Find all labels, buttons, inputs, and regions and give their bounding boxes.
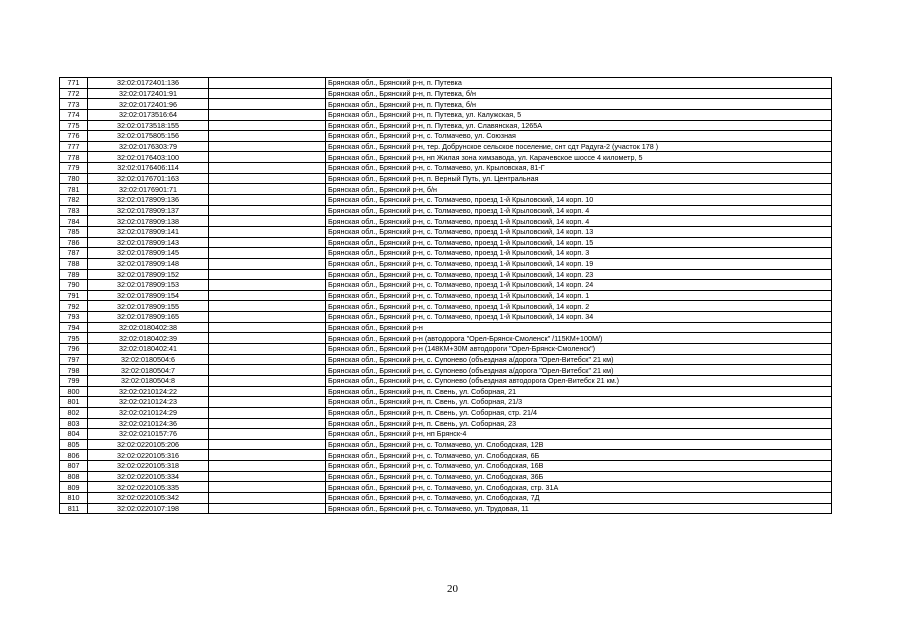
- empty-cell: [209, 397, 326, 408]
- address-cell: Брянская обл., Брянский р-н, с. Толмачево, проезд 1-й Крыловский, 14 корп. 19: [326, 258, 832, 269]
- address-cell: Брянская обл., Брянский р-н, п. Путевка, ул. Калужская, 5: [326, 109, 832, 120]
- address-cell: Брянская обл., Брянский р-н, с. Толмачево, ул. Слободская, стр. 31А: [326, 482, 832, 493]
- cadastral-number-cell: 32:02:0178909:145: [88, 248, 209, 259]
- row-number-cell: 775: [60, 120, 88, 131]
- table-row: [60, 152, 832, 163]
- empty-cell: [209, 152, 326, 163]
- cadastral-number-cell: 32:02:0173516:64: [88, 109, 209, 120]
- empty-cell: [209, 333, 326, 344]
- address-cell: Брянская обл., Брянский р-н, б/н: [326, 184, 832, 195]
- address-cell: Брянская обл., Брянский р-н, с. Толмачево, проезд 1-й Крыловский, 14 корп. 15: [326, 237, 832, 248]
- table-row: [60, 163, 832, 174]
- cadastral-number-cell: 32:02:0178909:148: [88, 258, 209, 269]
- empty-cell: [209, 163, 326, 174]
- cadastral-number-cell: 32:02:0220105:335: [88, 482, 209, 493]
- table-row: [60, 280, 832, 291]
- empty-cell: [209, 429, 326, 440]
- address-cell: Брянская обл., Брянский р-н: [326, 322, 832, 333]
- address-cell: Брянская обл., Брянский р-н, с. Толмачево, ул. Слободская, 6Б: [326, 450, 832, 461]
- row-number-cell: 799: [60, 375, 88, 386]
- table-row: [60, 471, 832, 482]
- address-cell: Брянская обл., Брянский р-н (148КМ+30М автодороги "Орел-Брянск-Смоленск"): [326, 344, 832, 355]
- row-number-cell: 793: [60, 312, 88, 323]
- cadastral-number-cell: 32:02:0172401:136: [88, 78, 209, 89]
- address-cell: Брянская обл., Брянский р-н, с. Толмачево, проезд 1-й Крыловский, 14 корп. 2: [326, 301, 832, 312]
- table-row: [60, 322, 832, 333]
- address-cell: Брянская обл., Брянский р-н, п. Путевка, б/н: [326, 88, 832, 99]
- cadastral-number-cell: 32:02:0176303:79: [88, 141, 209, 152]
- address-cell: Брянская обл., Брянский р-н, с. Толмачево, ул. Слободская, 12В: [326, 439, 832, 450]
- cadastral-number-cell: 32:02:0210124:36: [88, 418, 209, 429]
- row-number-cell: 771: [60, 78, 88, 89]
- table-row: [60, 429, 832, 440]
- cadastral-number-cell: 32:02:0180504:8: [88, 375, 209, 386]
- row-number-cell: 780: [60, 173, 88, 184]
- empty-cell: [209, 322, 326, 333]
- row-number-cell: 808: [60, 471, 88, 482]
- cadastral-number-cell: 32:02:0210124:23: [88, 397, 209, 408]
- row-number-cell: 783: [60, 205, 88, 216]
- table-row: [60, 290, 832, 301]
- row-number-cell: 802: [60, 407, 88, 418]
- address-cell: Брянская обл., Брянский р-н, с. Толмачево, ул. Трудовая, 11: [326, 503, 832, 514]
- row-number-cell: 797: [60, 354, 88, 365]
- table-row: [60, 269, 832, 280]
- table-row: [60, 407, 832, 418]
- empty-cell: [209, 482, 326, 493]
- table-row: [60, 226, 832, 237]
- empty-cell: [209, 226, 326, 237]
- empty-cell: [209, 290, 326, 301]
- empty-cell: [209, 131, 326, 142]
- cadastral-number-cell: 32:02:0210124:22: [88, 386, 209, 397]
- address-cell: Брянская обл., Брянский р-н, п. Свень, ул. Соборная, 21: [326, 386, 832, 397]
- table-row: [60, 450, 832, 461]
- address-cell: Брянская обл., Брянский р-н, п. Путевка, ул. Славянская, 1265А: [326, 120, 832, 131]
- address-cell: Брянская обл., Брянский р-н, с. Толмачево, ул. Слободская, 7Д: [326, 492, 832, 503]
- row-number-cell: 787: [60, 248, 88, 259]
- cadastral-number-cell: 32:02:0178909:136: [88, 195, 209, 206]
- cadastral-number-cell: 32:02:0175805:156: [88, 131, 209, 142]
- table-row: [60, 173, 832, 184]
- address-cell: Брянская обл., Брянский р-н, с. Толмачево, проезд 1-й Крыловский, 14 корп. 4: [326, 216, 832, 227]
- empty-cell: [209, 471, 326, 482]
- table-row: [60, 301, 832, 312]
- empty-cell: [209, 195, 326, 206]
- row-number-cell: 774: [60, 109, 88, 120]
- empty-cell: [209, 184, 326, 195]
- address-cell: Брянская обл., Брянский р-н, с. Толмачево, проезд 1-й Крыловский, 14 корп. 13: [326, 226, 832, 237]
- address-cell: Брянская обл., Брянский р-н, нп Брянск-4: [326, 429, 832, 440]
- address-cell: Брянская обл., Брянский р-н, п. Верный Путь, ул. Центральная: [326, 173, 832, 184]
- empty-cell: [209, 173, 326, 184]
- cadastral-number-cell: 32:02:0178909:155: [88, 301, 209, 312]
- row-number-cell: 790: [60, 280, 88, 291]
- row-number-cell: 794: [60, 322, 88, 333]
- row-number-cell: 772: [60, 88, 88, 99]
- empty-cell: [209, 407, 326, 418]
- row-number-cell: 800: [60, 386, 88, 397]
- empty-cell: [209, 386, 326, 397]
- address-cell: Брянская обл., Брянский р-н, с. Толмачево, проезд 1-й Крыловский, 14 корп. 10: [326, 195, 832, 206]
- address-cell: Брянская обл., Брянский р-н, с. Супонево (объездная а/дорога "Орел-Витебск" 21 км): [326, 365, 832, 376]
- table-row: [60, 492, 832, 503]
- empty-cell: [209, 205, 326, 216]
- table-row: [60, 88, 832, 99]
- empty-cell: [209, 78, 326, 89]
- address-cell: Брянская обл., Брянский р-н, с. Толмачево, проезд 1-й Крыловский, 14 корп. 1: [326, 290, 832, 301]
- cadastral-number-cell: 32:02:0220105:334: [88, 471, 209, 482]
- table-row: [60, 141, 832, 152]
- cadastral-number-cell: 32:02:0220105:318: [88, 461, 209, 472]
- row-number-cell: 786: [60, 237, 88, 248]
- address-cell: Брянская обл., Брянский р-н, с. Толмачево, проезд 1-й Крыловский, 14 корп. 4: [326, 205, 832, 216]
- row-number-cell: 784: [60, 216, 88, 227]
- table-row: [60, 78, 832, 89]
- address-cell: Брянская обл., Брянский р-н, с. Супонево (объездная автодорога Орел-Витебск 21 км.): [326, 375, 832, 386]
- cadastral-number-cell: 32:02:0176406:114: [88, 163, 209, 174]
- cadastral-number-cell: 32:02:0176701:163: [88, 173, 209, 184]
- empty-cell: [209, 450, 326, 461]
- empty-cell: [209, 492, 326, 503]
- table-row: [60, 482, 832, 493]
- address-cell: Брянская обл., Брянский р-н, с. Толмачево, ул. Союзная: [326, 131, 832, 142]
- cadastral-number-cell: 32:02:0220105:206: [88, 439, 209, 450]
- empty-cell: [209, 365, 326, 376]
- table-row: [60, 439, 832, 450]
- cadastral-number-cell: 32:02:0173518:155: [88, 120, 209, 131]
- cadastral-number-cell: 32:02:0180504:7: [88, 365, 209, 376]
- registry-table: [59, 77, 832, 514]
- empty-cell: [209, 418, 326, 429]
- table-row: [60, 418, 832, 429]
- row-number-cell: 807: [60, 461, 88, 472]
- row-number-cell: 788: [60, 258, 88, 269]
- empty-cell: [209, 141, 326, 152]
- row-number-cell: 782: [60, 195, 88, 206]
- table-row: [60, 195, 832, 206]
- empty-cell: [209, 99, 326, 110]
- empty-cell: [209, 88, 326, 99]
- address-cell: Брянская обл., Брянский р-н, п. Путевка: [326, 78, 832, 89]
- address-cell: Брянская обл., Брянский р-н, п. Свень, ул. Соборная, стр. 21/4: [326, 407, 832, 418]
- address-cell: Брянская обл., Брянский р-н, с. Супонево (объездная а/дорога "Орел-Витебск" 21 км): [326, 354, 832, 365]
- cadastral-number-cell: 32:02:0172401:96: [88, 99, 209, 110]
- cadastral-number-cell: 32:02:0210157:76: [88, 429, 209, 440]
- row-number-cell: 785: [60, 226, 88, 237]
- empty-cell: [209, 269, 326, 280]
- row-number-cell: 803: [60, 418, 88, 429]
- address-cell: Брянская обл., Брянский р-н, тер. Добрунское сельское поселение, снт сдт Радуга-2 (участок 178 ): [326, 141, 832, 152]
- cadastral-number-cell: 32:02:0178909:152: [88, 269, 209, 280]
- row-number-cell: 801: [60, 397, 88, 408]
- empty-cell: [209, 280, 326, 291]
- empty-cell: [209, 258, 326, 269]
- cadastral-number-cell: 32:02:0180402:39: [88, 333, 209, 344]
- table-row: [60, 258, 832, 269]
- row-number-cell: 781: [60, 184, 88, 195]
- empty-cell: [209, 109, 326, 120]
- cadastral-number-cell: 32:02:0180402:38: [88, 322, 209, 333]
- page-number: 20: [447, 583, 458, 595]
- cadastral-number-cell: 32:02:0178909:141: [88, 226, 209, 237]
- registry-table-body: [60, 78, 832, 514]
- row-number-cell: 789: [60, 269, 88, 280]
- table-row: [60, 120, 832, 131]
- address-cell: Брянская обл., Брянский р-н, п. Путевка, б/н: [326, 99, 832, 110]
- table-row: [60, 386, 832, 397]
- row-number-cell: 779: [60, 163, 88, 174]
- table-row: [60, 397, 832, 408]
- cadastral-number-cell: 32:02:0172401:91: [88, 88, 209, 99]
- cadastral-number-cell: 32:02:0178909:165: [88, 312, 209, 323]
- address-cell: Брянская обл., Брянский р-н, с. Толмачево, проезд 1-й Крыловский, 14 корп. 3: [326, 248, 832, 259]
- cadastral-number-cell: 32:02:0220105:342: [88, 492, 209, 503]
- address-cell: Брянская обл., Брянский р-н, с. Толмачево, проезд 1-й Крыловский, 14 корп. 24: [326, 280, 832, 291]
- row-number-cell: 804: [60, 429, 88, 440]
- row-number-cell: 777: [60, 141, 88, 152]
- row-number-cell: 810: [60, 492, 88, 503]
- empty-cell: [209, 216, 326, 227]
- cadastral-number-cell: 32:02:0180504:6: [88, 354, 209, 365]
- table-row: [60, 99, 832, 110]
- address-cell: Брянская обл., Брянский р-н, с. Толмачево, ул. Крыловская, 81-Г: [326, 163, 832, 174]
- empty-cell: [209, 439, 326, 450]
- row-number-cell: 773: [60, 99, 88, 110]
- row-number-cell: 776: [60, 131, 88, 142]
- row-number-cell: 791: [60, 290, 88, 301]
- row-number-cell: 806: [60, 450, 88, 461]
- row-number-cell: 792: [60, 301, 88, 312]
- empty-cell: [209, 354, 326, 365]
- row-number-cell: 795: [60, 333, 88, 344]
- empty-cell: [209, 312, 326, 323]
- cadastral-number-cell: 32:02:0178909:137: [88, 205, 209, 216]
- empty-cell: [209, 120, 326, 131]
- cadastral-number-cell: 32:02:0178909:154: [88, 290, 209, 301]
- table-row: [60, 131, 832, 142]
- cadastral-number-cell: 32:02:0220107:198: [88, 503, 209, 514]
- table-row: [60, 216, 832, 227]
- address-cell: Брянская обл., Брянский р-н, с. Толмачево, ул. Слободская, 36Б: [326, 471, 832, 482]
- row-number-cell: 796: [60, 344, 88, 355]
- empty-cell: [209, 237, 326, 248]
- address-cell: Брянская обл., Брянский р-н, нп Жилая зона химзавода, ул. Карачевское шоссе 4 километр, 5: [326, 152, 832, 163]
- table-row: [60, 333, 832, 344]
- cadastral-number-cell: 32:02:0210124:29: [88, 407, 209, 418]
- row-number-cell: 809: [60, 482, 88, 493]
- cadastral-number-cell: 32:02:0180402:41: [88, 344, 209, 355]
- cadastral-number-cell: 32:02:0178909:153: [88, 280, 209, 291]
- cadastral-number-cell: 32:02:0176403:100: [88, 152, 209, 163]
- row-number-cell: 805: [60, 439, 88, 450]
- address-cell: Брянская обл., Брянский р-н, с. Толмачево, проезд 1-й Крыловский, 14 корп. 23: [326, 269, 832, 280]
- row-number-cell: 798: [60, 365, 88, 376]
- table-row: [60, 184, 832, 195]
- empty-cell: [209, 461, 326, 472]
- address-cell: Брянская обл., Брянский р-н, с. Толмачево, ул. Слободская, 16В: [326, 461, 832, 472]
- empty-cell: [209, 375, 326, 386]
- address-cell: Брянская обл., Брянский р-н (автодорога "Орел-Брянск-Смоленск" /115КМ+100М/): [326, 333, 832, 344]
- table-row: [60, 312, 832, 323]
- empty-cell: [209, 248, 326, 259]
- cadastral-number-cell: 32:02:0220105:316: [88, 450, 209, 461]
- empty-cell: [209, 344, 326, 355]
- address-cell: Брянская обл., Брянский р-н, с. Толмачево, проезд 1-й Крыловский, 14 корп. 34: [326, 312, 832, 323]
- cadastral-number-cell: 32:02:0176901:71: [88, 184, 209, 195]
- table-row: [60, 248, 832, 259]
- table-row: [60, 461, 832, 472]
- empty-cell: [209, 301, 326, 312]
- cadastral-number-cell: 32:02:0178909:138: [88, 216, 209, 227]
- cadastral-number-cell: 32:02:0178909:143: [88, 237, 209, 248]
- table-row: [60, 365, 832, 376]
- table-row: [60, 205, 832, 216]
- table-row: [60, 237, 832, 248]
- address-cell: Брянская обл., Брянский р-н, п. Свень, ул. Соборная, 21/3: [326, 397, 832, 408]
- row-number-cell: 778: [60, 152, 88, 163]
- empty-cell: [209, 503, 326, 514]
- row-number-cell: 811: [60, 503, 88, 514]
- table-row: [60, 344, 832, 355]
- table-row: [60, 503, 832, 514]
- table-row: [60, 375, 832, 386]
- table-row: [60, 354, 832, 365]
- table-row: [60, 109, 832, 120]
- address-cell: Брянская обл., Брянский р-н, п. Свень, ул. Соборная, 23: [326, 418, 832, 429]
